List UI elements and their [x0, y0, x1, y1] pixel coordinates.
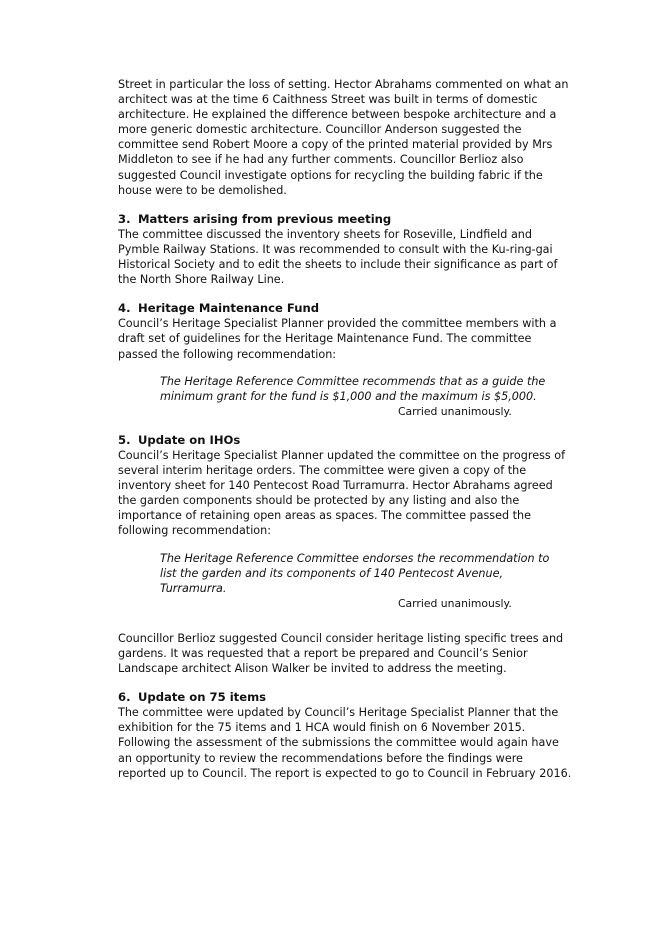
section-5-heading	[118, 433, 573, 448]
section-6-heading	[118, 690, 573, 705]
section-4-number: 4.	[118, 301, 131, 316]
section-5-paragraph-after: Councillor Berlioz suggested Council consider heritage listing specific trees and gardens. It was requested that a report be prepared and Council’s Senior Landscape architect Alison Walker be invited to address the meeting.	[118, 631, 564, 676]
section-4-recommendation: The Heritage Reference Committee recommends that as a guide the minimum grant for the fund is $1,000 and the maximum is $5,000.	[160, 374, 546, 403]
section-4-heading	[118, 301, 573, 316]
section-4-carried: Carried unanimously.	[398, 404, 512, 418]
section-4-paragraph: Council’s Heritage Specialist Planner provided the committee members with a draft set of guidelines for the Heritage Maintenance Fund. The committee passed the following recommendation:	[118, 317, 557, 361]
section-5-paragraph: Council’s Heritage Specialist Planner updated the committee on the progress of several interim heritage orders. The committee were given a copy of the inventory sheet for 140 Pentecost Road Turramurra. Hector Abrahams agreed the garden components should be protected by any listing and also the importance of retaining open areas as spaces. The committee passed the following recommendation:	[118, 448, 566, 538]
document-body	[118, 77, 573, 781]
section-5-title: Update on IHOs	[138, 432, 241, 447]
section-5-carried: Carried unanimously.	[398, 596, 512, 610]
section-6-title: Update on 75 items	[138, 690, 267, 705]
section-6-paragraph: The committee were updated by Council’s Heritage Specialist Planner that the exhibition for the 75 items and 1 HCA would finish on 6 November 2015. Following the assessment of the submissions the committee would again have an opportunity to review the recommendations before the findings were reported up to Council. The report is expected to go to Council in February 2016.	[118, 706, 572, 780]
intro-paragraph: Street in particular the loss of setting. Hector Abrahams commented on what an architect was at the time 6 Caithness Street was built in terms of domestic architecture. He explained the difference between bespoke architecture and a more generic domestic architecture. Councillor Anderson suggested the committee send Robert Moore a copy of the printed material provided by Mrs Middleton to see if he had any further comments. Councillor Berlioz also suggested Council investigate options for recycling the building fabric if the house were to be demolished.	[118, 78, 569, 197]
section-3-heading	[118, 212, 573, 227]
section-5-recommendation: The Heritage Reference Committee endorses the recommendation to list the garden and its components of 140 Pentecost Avenue, Turramurra.	[160, 551, 550, 595]
section-5-number: 5.	[118, 432, 131, 447]
section-6-number: 6.	[118, 690, 131, 705]
section-3-paragraph: The committee discussed the inventory sheets for Roseville, Lindfield and Pymble Railway Stations. It was recommended to consult with the Ku-ring-gai Historical Society and to edit the sheets to include their significance as part of the North Shore Railway Line.	[118, 227, 558, 287]
section-3-number: 3.	[118, 211, 131, 226]
section-4-title: Heritage Maintenance Fund	[138, 301, 320, 316]
section-3-title: Matters arising from previous meeting	[138, 211, 392, 226]
